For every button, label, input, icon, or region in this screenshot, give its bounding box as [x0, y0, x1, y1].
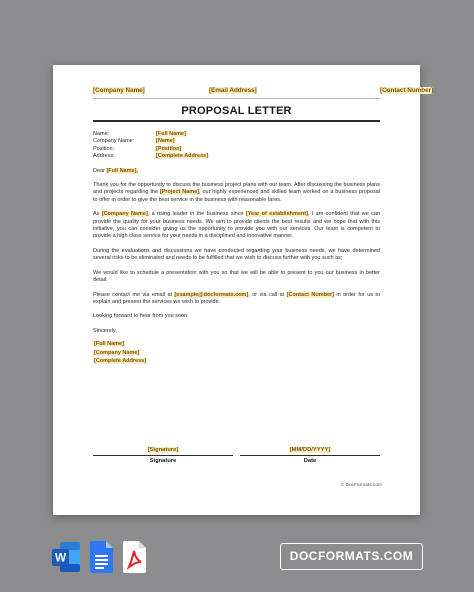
paragraph-2: As [Company Name], a rising leader in the business since [Year of establishment], I am confident that we can provide the quality for your business needs. We aim to provide clients the best results and we hope that with this initiative, you can consider giving us the opportunity to provide you with our services. Our team is competent to provide a high class service for your needs in a disciplined and innovative manner. [93, 211, 380, 240]
field-label-address: Address: [93, 153, 115, 160]
paragraph-1: Thank you for the opportunity to discuss the business project plans with our team. After discussing the business plans and projects regarding the [Project Name], our highly experienced and skilled team worked on a business proposal to offer in order to give the best service in the business with reasonable fares. [93, 182, 380, 203]
year-placeholder: [Year of establishment] [245, 211, 308, 218]
sig-address: [Complete Address] [94, 357, 147, 364]
field-label-position: Position: [93, 145, 115, 152]
project-name-placeholder: [Project Name] [159, 189, 200, 196]
paragraph-4: We would like to schedule a presentation with you so that we will be able to present to you our business in better detail. [93, 269, 380, 284]
signature-cell [93, 447, 233, 464]
word-icon[interactable] [52, 540, 80, 574]
header-divider [93, 98, 380, 99]
signature-block [93, 341, 380, 365]
email-placeholder: [example@docformats.com] [174, 291, 249, 298]
date-label: Date [303, 458, 317, 464]
paragraph-5: Please contact me via email at [example@docformats.com], or via call at [Contact Number] in order for us to explain and present the services we wish to provide. [93, 291, 381, 305]
field-value-company: [Name] [156, 138, 175, 145]
sig-name: [Full Name] [94, 341, 124, 348]
date-line [240, 455, 380, 456]
sig-company: [Company Name] [94, 349, 140, 356]
paragraph-3: During the evaluations and discussions we have conducted regarding your business needs, we have determined several risks to be eliminated and needs to be fulfilled that we wish to discuss further with you such as; [93, 247, 380, 262]
company-name-placeholder: [Company Name] [101, 211, 148, 218]
date-value: [MM/DD/YYYY] [289, 447, 331, 453]
title-block [93, 105, 380, 122]
paragraph-6: Looking forward to hear from you soon. [93, 313, 189, 320]
greeting-name: [Full Name], [106, 167, 138, 174]
pdf-icon[interactable] [123, 540, 147, 574]
recipient-fields [93, 131, 380, 161]
field-label-company: Company Name: [93, 138, 135, 145]
field-value-name: [Full Name] [156, 131, 186, 137]
signature-label: Signature [149, 458, 177, 464]
letter-body [93, 131, 380, 366]
page-title: PROPOSAL LETTER [181, 105, 292, 117]
google-docs-icon[interactable] [90, 540, 114, 574]
credit-text: © DocFormats.com [340, 483, 382, 488]
svg-text:W: W [54, 550, 67, 565]
greeting: Dear [Full Name], [93, 167, 138, 174]
date-cell [240, 447, 380, 464]
closing: Sincerely, [93, 327, 117, 334]
signature-value: [Signature] [147, 447, 179, 453]
document-page: [Company Name] [Email Address] [Contact Number] PROPOSAL LETTER Name: [Full Name] Company Name: [Name] Position: [Position] Address: [Complete Address] Dear [Full Name], Thank you for the opportunity to discuss the business project plans with our team. After discussing the business plans and projects regarding the [Project Name], our highly experienced and skilled team worked on a business proposal to offer in order to give the best service in the business with reasonable fares. As [Company Name], a rising leader in the business since [Year of establishment], I am confident that we can provide the quality for your business needs. We aim to provide clients the best results and we hope that with this initiative, you can consider giving us the opportunity to provide you with our services. Our team is competent to provide a high class service for your needs in a disciplined and innovative manner. During the evaluations and discussions we have conducted regarding your business needs, we have determined several risks to be eliminated and needs to be fulfilled that we wish to discuss further with you such as; We would like to schedule a presentation with you so that we will be able to present to you our business in better detail. Please contact me via email at [example@docformats.com], or via call at [Contact Number] in order for us to explain and present the services we wish to provide. Looking forward to hear from you soon. Sincerely, [Full Name] [Company Name] [Complete Address] [Signature] Signature [MM/DD/YYYY] Date © DocFormats.com [53, 65, 420, 515]
title-divider [93, 120, 380, 122]
field-value-address: [Complete Address] [156, 153, 209, 160]
signature-line [93, 455, 233, 456]
field-value-position: [Position] [156, 145, 182, 152]
field-label-name: Name: [93, 131, 110, 137]
contact-placeholder: [Contact Number] [286, 291, 334, 298]
brand-badge[interactable]: DOCFORMATS.COM [280, 543, 423, 570]
